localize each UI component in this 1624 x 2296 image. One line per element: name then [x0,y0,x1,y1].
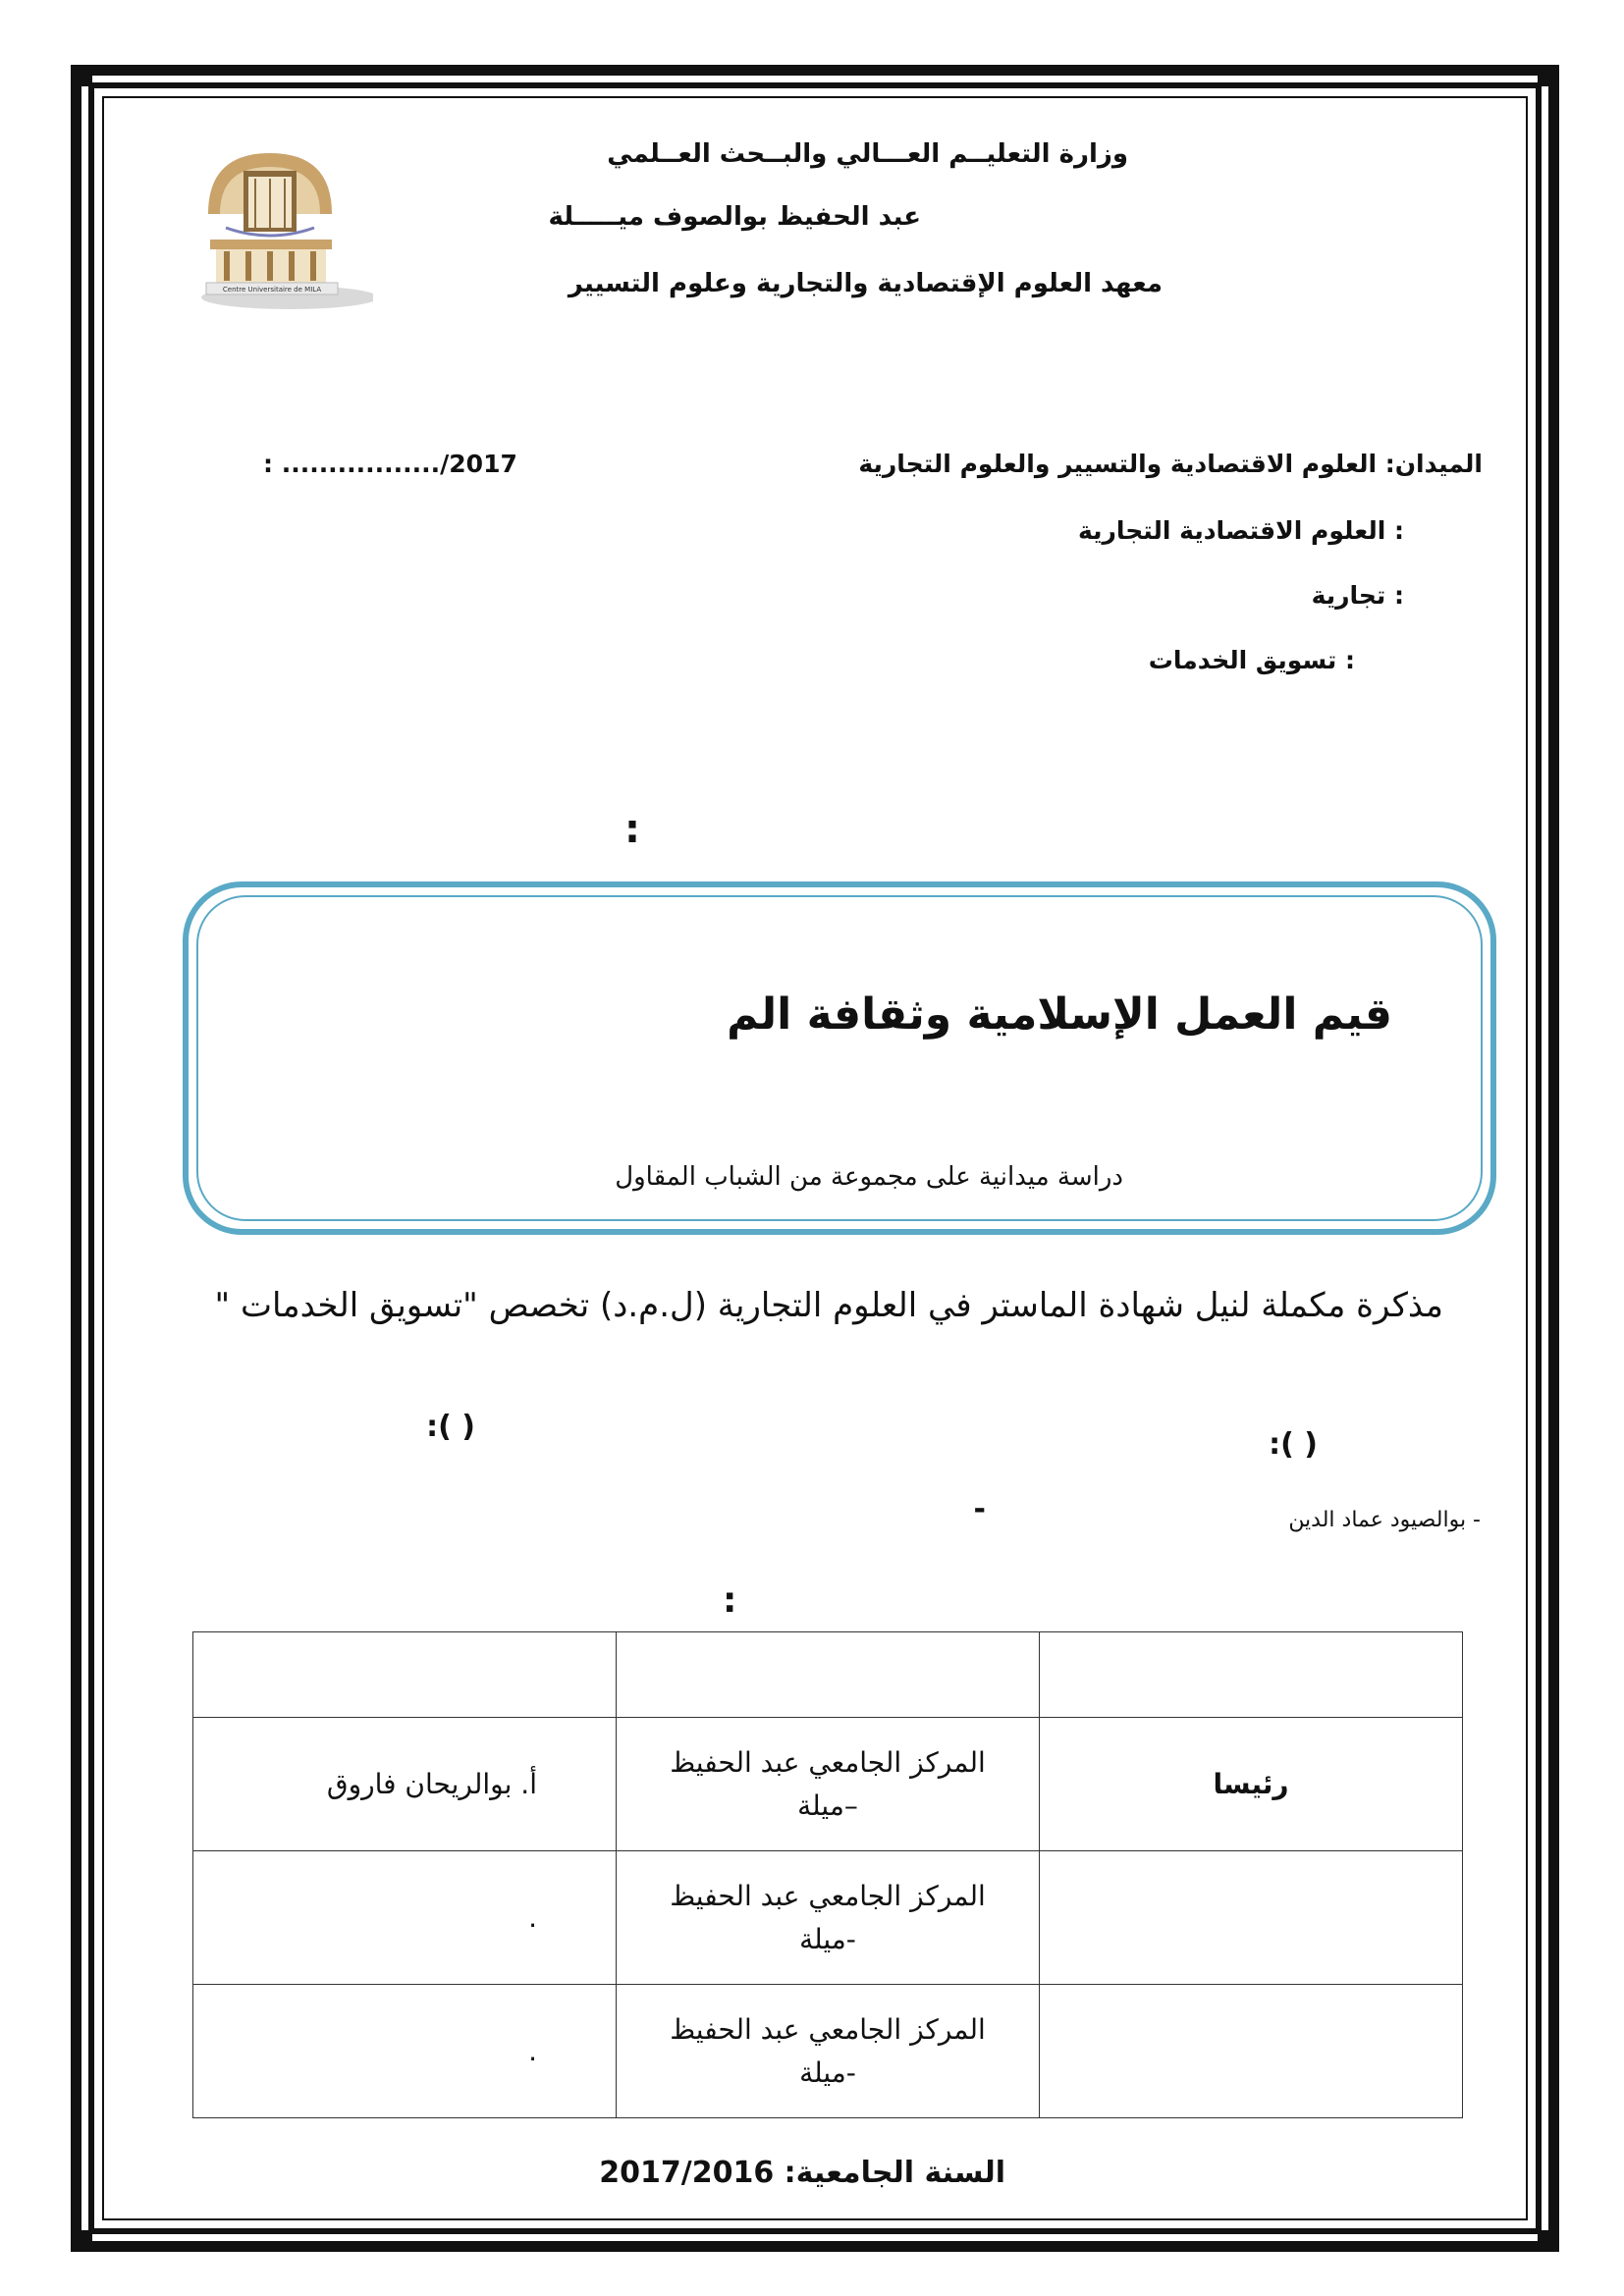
institution-line: -ميلة [799,2056,856,2089]
table-header-row [193,1632,1463,1718]
member-institution [617,1851,1040,1985]
member-role: رئيسا [1040,1718,1463,1851]
table-row [193,1851,1463,1985]
university-building-icon [196,145,373,312]
academic-year: السنة الجامعية: 2017/2016 [599,2156,1005,2190]
frame-corner [1538,65,1559,86]
svg-text:Centre Universitaire de MILA: Centre Universitaire de MILA [222,286,322,294]
thesis-title: قيم العمل الإسلامية وثقافة الم [727,989,1392,1040]
institute-name: معهد العلوم الإقتصادية والتجارية وعلوم التسيير [568,269,1163,298]
thesis-subtitle: دراسة ميدانية على مجموعة من الشباب المقاول [615,1162,1123,1192]
institution-line: -ميلة [799,1922,856,1955]
member-institution [617,1985,1040,2118]
frame-corner [1538,2230,1559,2252]
institution-line: المركز الجامعي عبد الحفيظ [670,1879,986,1912]
title-colon: : [624,807,640,852]
ministry-name: وزارة التعليــم العـــالي والبــحث العــلمي [607,139,1128,169]
table-header-cell [617,1632,1040,1718]
table-row [193,1718,1463,1851]
member-role [1040,1851,1463,1985]
field-domain: الميدان: العلوم الاقتصادية والتسيير والعلوم التجارية [858,450,1483,478]
degree-statement: مذكرة مكملة لنيل شهادة الماستر في العلوم التجارية (ل.م.د) تخصص "تسويق الخدمات " [214,1286,1443,1325]
frame-corner [71,2230,92,2252]
institution-line: المركز الجامعي عبد الحفيظ [670,2012,986,2046]
member-name: أ. بوالريحان فاروق [193,1718,617,1851]
table-header-cell [193,1632,617,1718]
table-row [193,1985,1463,2118]
member-institution [617,1718,1040,1851]
committee-table [192,1631,1463,2118]
field-branch: : العلوم الاقتصادية التجارية [1077,516,1404,545]
committee-label: : [723,1580,737,1621]
member-name: . [193,1851,617,1985]
university-logo [196,145,373,312]
field-division: : تجارية [1311,581,1404,610]
supervisor-label: :( ) [426,1410,475,1444]
member-name: . [193,1985,617,2118]
student-label: :( ) [1269,1427,1318,1462]
member-role [1040,1985,1463,2118]
frame-corner [71,65,92,86]
university-name: عبد الحفيظ بوالصوف ميـــــلة [548,202,921,232]
institution-line: المركز الجامعي عبد الحفيظ [670,1745,986,1779]
field-reference: : ................./2017 [263,450,517,478]
supervisor-name: - [973,1492,986,1526]
student-name: - بوالصيود عماد الدين [1288,1508,1481,1532]
institution-line: –ميلة [797,1789,858,1822]
field-specialty: : تسويق الخدمات [1148,646,1355,674]
table-header-cell [1040,1632,1463,1718]
